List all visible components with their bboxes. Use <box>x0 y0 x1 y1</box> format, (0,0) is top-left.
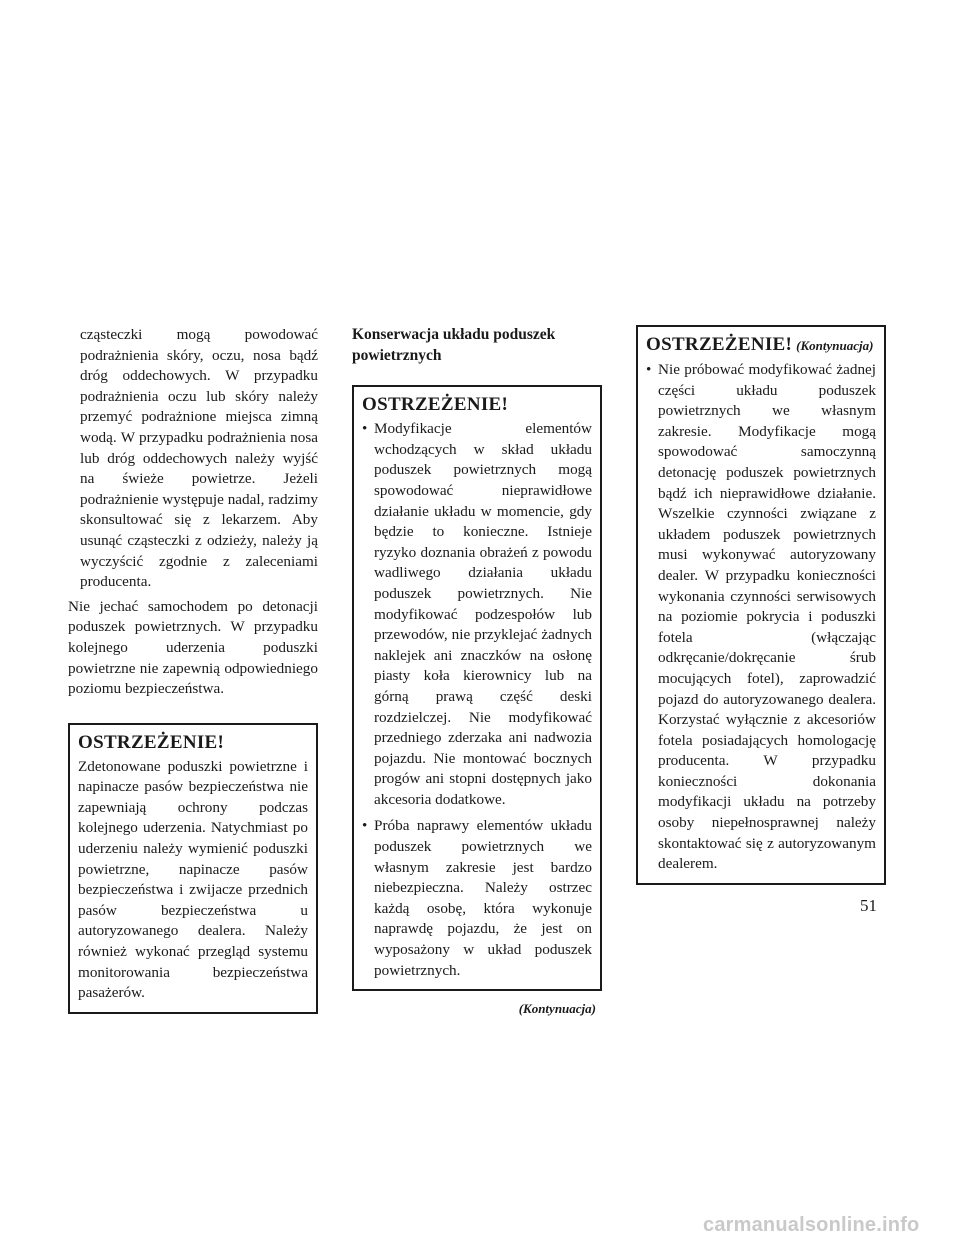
bullet-mark: • <box>362 817 368 835</box>
warning-bullet <box>362 816 592 981</box>
page-number: 51 <box>860 896 877 915</box>
warning-box-deployed-airbags <box>68 723 318 1014</box>
bullet-text: Nie próbować modyfikować żadnej części układu poduszek powietrznych we własnym zakresie. Modyfikacje mogą spowodować samoczynną detonację poduszek powietrznych bądź ich nieprawidłowe działanie. Wszelkie czynności związane z układem poduszek powietrznych musi wykonywać autoryzowany dealer. W przypadku konieczności wykonania czynności serwisowych na poziomie pokrycia i poduszki fotela (włączając odkręcanie/dokręcanie śrub mocujących fotel), zaprowadzić pojazd do autoryzowanego dealera. Korzystać wyłącznie z akcesoriów fotela posiadających homologację producenta. W przypadku konieczności dokonania modyfikacji układu na potrzeby osoby niepełnosprawnej należy skontaktować się z autoryzowanym dealerem. <box>658 361 876 873</box>
warning-box-modifications <box>352 385 602 991</box>
column-middle <box>352 325 602 1020</box>
warning-title: OSTRZEŻENIE! <box>78 731 225 753</box>
column-right <box>636 325 886 885</box>
warning-bullet <box>362 419 592 810</box>
continued-note: (Kontynuacja) <box>518 1001 596 1017</box>
warning-text: Zdetonowane poduszki powietrzne i napinacze pasów bezpieczeństwa nie zapewniają ochrony podczas kolejnego uderzenia. Natychmiast po uderzeniu należy wymienić poduszki powietrzne, napinacze pasów bezpieczeństwa i zwijacze przednich pasów bezpieczeństwa u autoryzowanego dealera. Należy również wykonać przegląd systemu monitorowania bezpieczeństwa pasażerów. <box>78 757 308 1002</box>
warning-bullet <box>646 360 876 875</box>
warning-continued-label: (Kontynuacja) <box>796 338 874 353</box>
bullet-text: Próba naprawy elementów układu poduszek powietrznych we własnym zakresie jest bardzo niebezpieczna. Należy ostrzec każdą osobę, która wykonuje naprawdę pojazdu, że jest on wyposażony w układ poduszek powietrznych. <box>374 817 592 979</box>
warning-title: OSTRZEŻENIE! <box>362 394 509 416</box>
warning-title-row <box>646 333 876 358</box>
paragraph-no-driving: Nie jechać samochodem po detonacji poduszek powietrznych. W przypadku kolejnego uderzenia poduszki powietrzne nie zapewnią odpowiedniego poziomu bezpieczeństwa. <box>68 597 318 698</box>
warning-title: OSTRZEŻENIE! <box>646 334 793 355</box>
continuation-paragraph: cząsteczki mogą powodować podrażnienia skóry, oczu, nosa bądź dróg oddechowych. W przypadku podrażnienia oczu lub skóry należy przemyć podrażnione miejsca zimną wodą. W przypadku podrażnienia nosa lub dróg oddechowych należy wyjść na świeże powietrze. Jeżeli podrażnienie występuje nadal, radzimy skonsultować się z lekarzem. Aby usunąć cząsteczki z odzieży, należy ją wyczyścić zgodnie z zaleceniami producenta. <box>80 326 318 591</box>
column-left <box>68 325 318 1014</box>
watermark: carmanualsonline.info <box>703 1214 920 1236</box>
bullet-mark: • <box>646 361 652 378</box>
section-heading-airbag-maintenance: Konserwacja układu poduszek powietrznych <box>352 326 556 364</box>
bullet-text: Modyfikacje elementów wchodzących w skład układu poduszek powietrznych mogą spowodować nieprawidłowe działanie układu w momencie, gdy będzie to konieczne. Istnieje ryzyko doznania obrażeń z powodu wadliwego działania układu poduszek powietrznych. Nie modyfikować podzespołów lub przewodów, nie przyklejać żadnych naklejek ani znaczków na osłonę piasty koła kierownicy lub na górną prawą część deski rozdzielczej. Nie modyfikować przedniego zderzaka ani nadwozia pojazdu. Nie montować bocznych progów ani stopni dostępnych jako akcesoria dodatkowe. <box>374 420 592 808</box>
bullet-mark: • <box>362 420 368 438</box>
warning-box-continued <box>636 325 886 885</box>
